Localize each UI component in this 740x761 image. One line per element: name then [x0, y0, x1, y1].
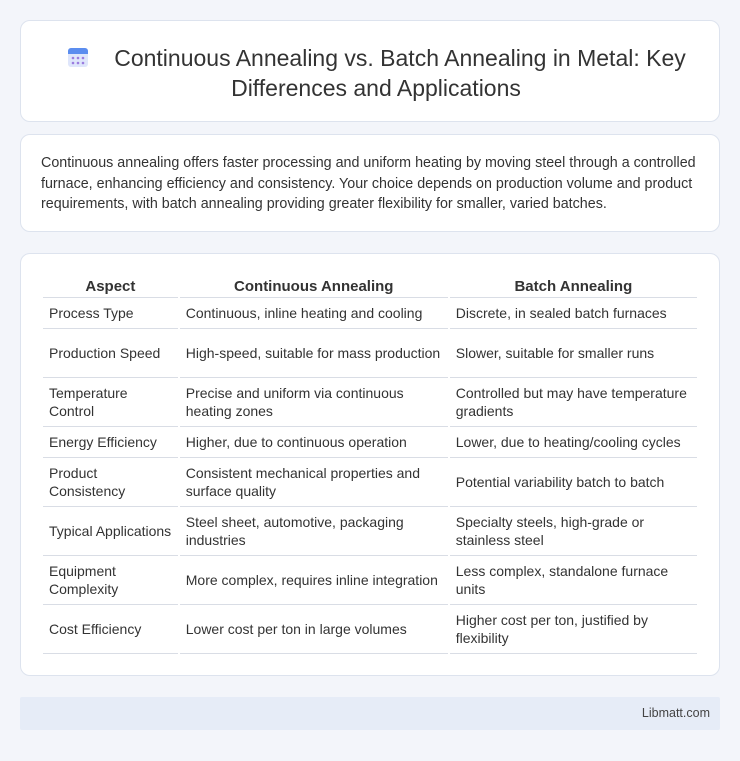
- footer: [20, 697, 720, 730]
- cell-aspect: Typical Applications: [43, 507, 178, 556]
- cell-batch: Higher cost per ton, justified by flexibility: [450, 605, 697, 654]
- cell-aspect: Product Consistency: [43, 458, 178, 507]
- intro-card: [20, 134, 720, 232]
- cell-batch: Discrete, in sealed batch furnaces: [450, 298, 697, 329]
- table-row: [43, 458, 697, 507]
- cell-continuous: Higher, due to continuous operation: [180, 427, 448, 458]
- cell-batch: Lower, due to heating/cooling cycles: [450, 427, 697, 458]
- title-wrap: [53, 43, 699, 103]
- table-row: [43, 298, 697, 329]
- cell-continuous: More complex, requires inline integration: [180, 556, 448, 605]
- cell-continuous: Precise and uniform via continuous heating zones: [180, 378, 448, 427]
- cell-aspect: Equipment Complexity: [43, 556, 178, 605]
- cell-continuous: Continuous, inline heating and cooling: [180, 298, 448, 329]
- cell-aspect: Cost Efficiency: [43, 605, 178, 654]
- cell-batch: Specialty steels, high-grade or stainless steel: [450, 507, 697, 556]
- table-row: [43, 507, 697, 556]
- header-continuous-annealing: Continuous Annealing: [180, 274, 448, 298]
- cell-aspect: Process Type: [43, 298, 178, 329]
- calendar-icon: [66, 45, 90, 69]
- cell-aspect: Energy Efficiency: [43, 427, 178, 458]
- intro-text: Continuous annealing offers faster processing and uniform heating by moving steel through a controlled furnace, enhancing efficiency and consistency. Your choice depends on production volume and product requirements, with batch annealing providing greater flexibility for smaller, varied batches.: [41, 155, 696, 212]
- page-title: [53, 43, 699, 103]
- page-title-text: Continuous Annealing vs. Batch Annealing in Metal: Key Differences and Applications: [114, 45, 686, 101]
- table-row: [43, 378, 697, 427]
- cell-continuous: Steel sheet, automotive, packaging industries: [180, 507, 448, 556]
- cell-continuous: Lower cost per ton in large volumes: [180, 605, 448, 654]
- cell-continuous: High-speed, suitable for mass production: [180, 329, 448, 378]
- header-aspect: Aspect: [43, 274, 178, 298]
- table-row: [43, 556, 697, 605]
- header-batch-annealing: Batch Annealing: [450, 274, 697, 298]
- cell-batch: Potential variability batch to batch: [450, 458, 697, 507]
- table-row: [43, 329, 697, 378]
- cell-aspect: Temperature Control: [43, 378, 178, 427]
- comparison-table: [41, 274, 699, 654]
- cell-batch: Less complex, standalone furnace units: [450, 556, 697, 605]
- table-row: [43, 605, 697, 654]
- cell-aspect: Production Speed: [43, 329, 178, 378]
- footer-link[interactable]: Libmatt.com: [641, 706, 710, 720]
- table-header-row: [43, 274, 697, 298]
- cell-continuous: Consistent mechanical properties and surface quality: [180, 458, 448, 507]
- cell-batch: Slower, suitable for smaller runs: [450, 329, 697, 378]
- table-card: [20, 253, 720, 676]
- table-row: [43, 427, 697, 458]
- header-card: [20, 20, 720, 122]
- cell-batch: Controlled but may have temperature gradients: [450, 378, 697, 427]
